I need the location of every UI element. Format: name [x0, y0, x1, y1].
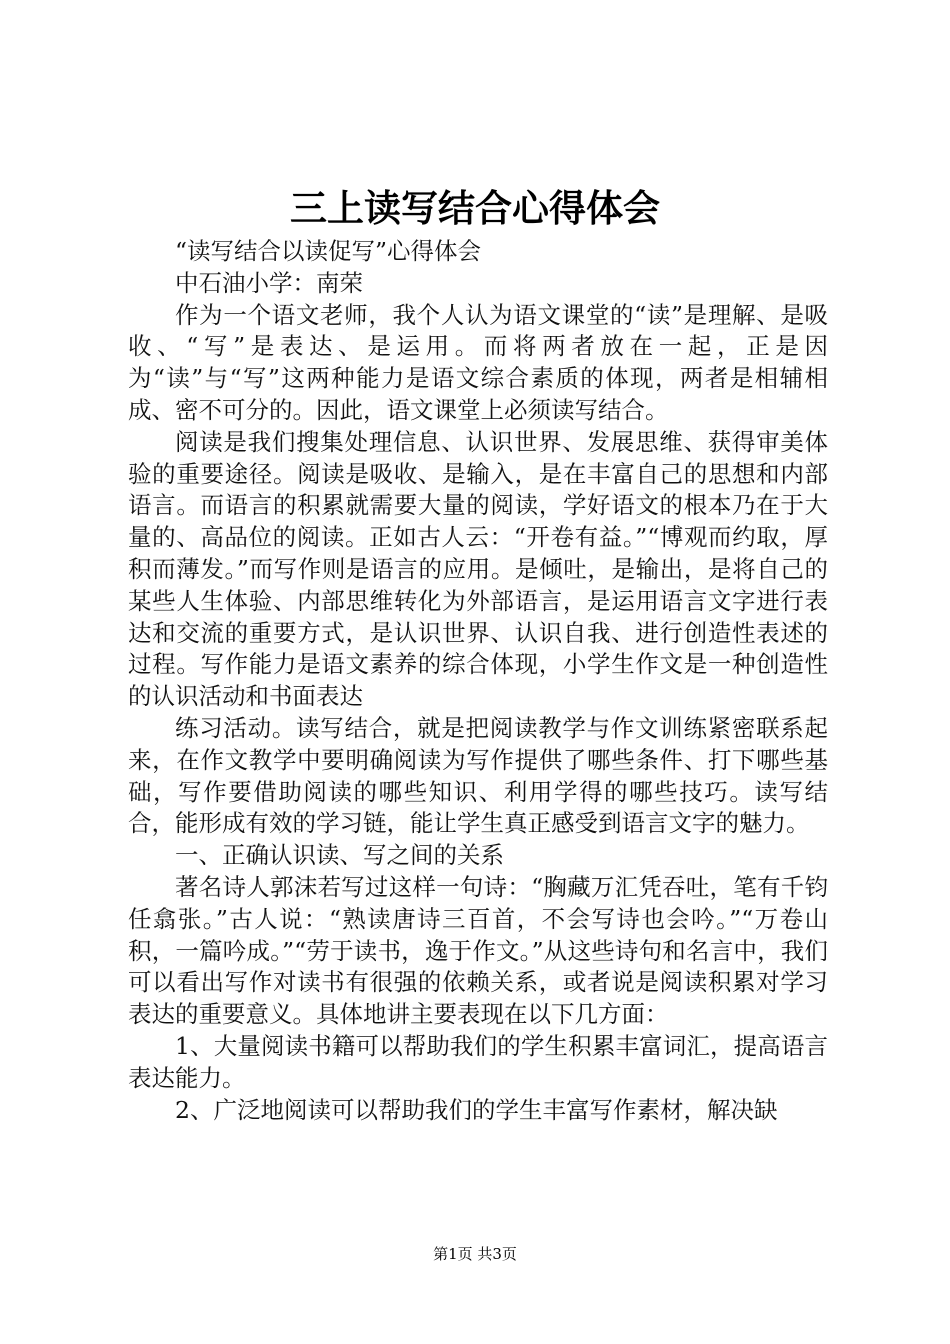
document-title: 三上读写结合心得体会: [290, 186, 660, 230]
body-paragraph: 作为一个语文老师，我个人认为语文课堂的“读”是理解、是吸收、“写”是表达、是运用。而将两者放在一起，正是因为“读”与“写”这两种能力是语文综合素质的体现，两者是相辅相成、密不可分的。因此，语文课堂上必须读写结合。: [128, 300, 828, 424]
body-paragraph: 练习活动。读写结合，就是把阅读教学与作文训练紧密联系起来，在作文教学中要明确阅读为写作提供了哪些条件、打下哪些基础，写作要借助阅读的哪些知识、利用学得的哪些技巧。读写结合，能形成有效的学习链，能让学生真正感受到语言文字的魅力。: [128, 713, 828, 838]
list-item: 2、广泛地阅读可以帮助我们的学生丰富写作素材，解决缺: [175, 1095, 778, 1124]
author-line: 中石油小学：南荣: [175, 268, 363, 297]
document-body: [128, 236, 828, 1126]
page-number-footer: 第1页 共3页: [433, 1245, 517, 1263]
section-heading: 一、正确认识读、写之间的关系: [175, 841, 504, 870]
list-item: 1、大量阅读书籍可以帮助我们的学生积累丰富词汇，提高语言表达能力。: [128, 1031, 828, 1092]
body-paragraph: 阅读是我们搜集处理信息、认识世界、发展思维、获得审美体验的重要途径。阅读是吸收、是输入，是在丰富自己的思想和内部语言。而语言的积累就需要大量的阅读，学好语文的根本乃在于大量的、高品位的阅读。正如古人云：“开卷有益。”“博观而约取，厚积而薄发。”而写作则是语言的应用。是倾吐，是输出，是将自己的某些人生体验、内部思维转化为外部语言，是运用语言文字进行表达和交流的重要方式，是认识世界、认识自我、进行创造性表述的过程。写作能力是语文素养的综合体现，小学生作文是一种创造性的认识活动和书面表达: [128, 427, 828, 711]
subtitle-paragraph: “读写结合以读促写”心得体会: [175, 237, 482, 265]
body-paragraph: 著名诗人郭沫若写过这样一句诗：“胸藏万汇凭吞吐，笔有千钧任翕张。”古人说：“熟读唐诗三百首，不会写诗也会吟。”“万卷山积，一篇吟成。”“劳于读书，逸于作文。”从这些诗句和名言中，我们可以看出写作对读书有很强的依赖关系，或者说是阅读积累对学习表达的重要意义。具体地讲主要表现在以下几方面：: [128, 872, 828, 1029]
